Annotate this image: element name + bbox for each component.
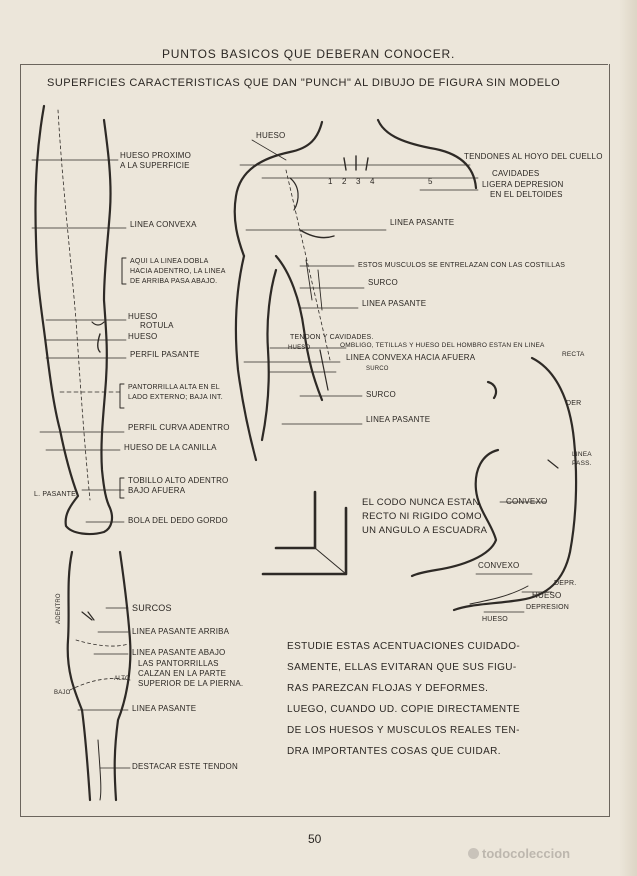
label-surcos: SURCOS [132, 603, 172, 613]
watermark [468, 846, 570, 861]
label-hueso-knee-a: HUESO [128, 312, 158, 321]
illustration-subtitle: SUPERFICIES CARACTERISTICAS QUE DAN "PUNCH" AL DIBUJO DE FIGURA SIN MODELO [47, 77, 561, 89]
label-cavidades: CAVIDADES [492, 169, 540, 178]
label-linea-convexa-afuera: LINEA CONVEXA HACIA AFUERA [346, 353, 476, 362]
label-hueso-arm-1: HUESO [532, 591, 562, 600]
label-perfil-pasante: PERFIL PASANTE [130, 350, 200, 359]
label-destacar-tendon: DESTACAR ESTE TENDON [132, 762, 238, 771]
torso-drawing [235, 120, 476, 460]
label-linea-pasante-chest: LINEA PASANTE [390, 218, 455, 227]
label-num-3: 3 [356, 177, 361, 186]
label-convexo-2: CONVEXO [478, 561, 520, 570]
label-a-la-superficie: A LA SUPERFICIE [120, 161, 190, 170]
label-convexo-1: CONVEXO [506, 497, 548, 506]
label-perfil-curva: PERFIL CURVA ADENTRO [128, 423, 230, 432]
label-deltoides: EN EL DELTOIDES [490, 190, 563, 199]
label-hueso-proximo: HUESO PROXIMO [120, 151, 192, 160]
label-num-5: 5 [428, 177, 433, 186]
label-surco-torso: SURCO [368, 278, 398, 287]
watermark-logo-icon [468, 848, 479, 859]
study-note-line: DRA IMPORTANTES COSAS QUE CUIDAR. [287, 746, 501, 757]
study-note-line: DE LOS HUESOS Y MUSCULOS REALES TEN- [287, 725, 520, 736]
label-recta: RECTA [562, 351, 585, 358]
label-depresion-arm: DEPRESION [526, 604, 570, 611]
label-depr: DEPR. [554, 580, 577, 587]
label-hueso-small: HUESO [288, 345, 311, 351]
label-der: DER [566, 400, 582, 407]
study-note-line: LUEGO, CUANDO UD. COPIE DIRECTAMENTE [287, 704, 521, 715]
label-linea-pasante-arriba: LINEA PASANTE ARRIBA [132, 627, 230, 636]
label-linea-pasante-abajo: LINEA PASANTE ABAJO [132, 648, 226, 657]
label-bola-dedo: BOLA DEL DEDO GORDO [128, 516, 228, 525]
label-calzan-3: SUPERIOR DE LA PIERNA. [138, 679, 244, 688]
elbow-note-line: EL CODO NUNCA ESTAN [362, 497, 480, 508]
label-hueso-knee-b: HUESO [128, 332, 158, 341]
label-tobillo-1: TOBILLO ALTO ADENTRO [128, 476, 229, 485]
study-note-line: SAMENTE, ELLAS EVITARAN QUE SUS FIGU- [287, 662, 517, 673]
label-linea-pass-1: LINEA [572, 451, 592, 458]
label-calzan-1: LAS PANTORRILLAS [138, 659, 219, 668]
study-note-line: RAS PAREZCAN FLOJAS Y DEFORMES. [287, 683, 489, 694]
label-linea-pasante-abdomen: LINEA PASANTE [362, 299, 427, 308]
elbow-note-line: UN ANGULO A ESCUADRA [362, 525, 488, 536]
study-note-line: ESTUDIE ESTAS ACENTUACIONES CUIDADO- [287, 641, 521, 652]
elbow-note [362, 496, 487, 538]
page-number: 50 [308, 832, 322, 846]
label-dobla-1: AQUI LA LINEA DOBLA [130, 258, 209, 265]
label-num-1: 1 [328, 177, 333, 186]
label-hueso-shoulder: HUESO [256, 131, 286, 140]
elbow-note-line: RECTO NI RIGIDO COMO [362, 511, 482, 522]
label-linea-pasante-hip: LINEA PASANTE [366, 415, 431, 424]
label-rotula: ROTULA [140, 321, 174, 330]
label-hueso-canilla: HUESO DE LA CANILLA [124, 443, 217, 452]
label-bajo: BAJO [54, 690, 71, 696]
label-dobla-2: HACIA ADENTRO, LA LINEA [130, 268, 226, 275]
label-l-pasante: L. PASANTE [34, 491, 76, 498]
label-pantorrilla-2: LADO EXTERNO; BAJA INT. [128, 394, 223, 401]
label-surco-small: SURCO [366, 366, 389, 372]
label-tendon-cavidades: TENDON Y CAVIDADES. [290, 334, 374, 341]
label-calzan-2: CALZAN EN LA PARTE [138, 669, 227, 678]
label-ligera-depresion: LIGERA DEPRESION [482, 180, 564, 189]
label-dobla-3: DE ARRIBA PASA ABAJO. [130, 278, 218, 285]
elbow-diagram [263, 492, 346, 574]
label-ombligo-tetillas: OMBLIGO, TETILLAS Y HUESO DEL HOMBRO ESTAN EN LINEA [340, 342, 545, 349]
label-num-4: 4 [370, 177, 375, 186]
label-hueso-arm-2: HUESO [482, 616, 508, 623]
label-musculos-costillas: ESTOS MUSCULOS SE ENTRELAZAN CON LAS COSTILLAS [358, 262, 566, 269]
label-tendones-cuello: TENDONES AL HOYO DEL CUELLO [464, 152, 603, 161]
label-tobillo-2: BAJO AFUERA [128, 486, 186, 495]
arm-drawing [412, 358, 576, 610]
label-surco-hip: SURCO [366, 390, 396, 399]
label-brackets [120, 258, 126, 498]
label-linea-pasante-calf: LINEA PASANTE [132, 704, 197, 713]
label-num-2: 2 [342, 177, 347, 186]
label-alto: ALTO [114, 676, 130, 682]
study-note [287, 636, 520, 762]
page-title: PUNTOS BASICOS QUE DEBERAN CONOCER. [162, 47, 456, 61]
label-linea-convexa-leg: LINEA CONVEXA [130, 220, 197, 229]
watermark-text: todocoleccion [482, 846, 571, 861]
label-linea-pass-2: PASS. [572, 460, 592, 467]
label-adentro: ADENTRO [56, 593, 62, 624]
label-pantorrilla-1: PANTORRILLA ALTA EN EL [128, 384, 220, 391]
